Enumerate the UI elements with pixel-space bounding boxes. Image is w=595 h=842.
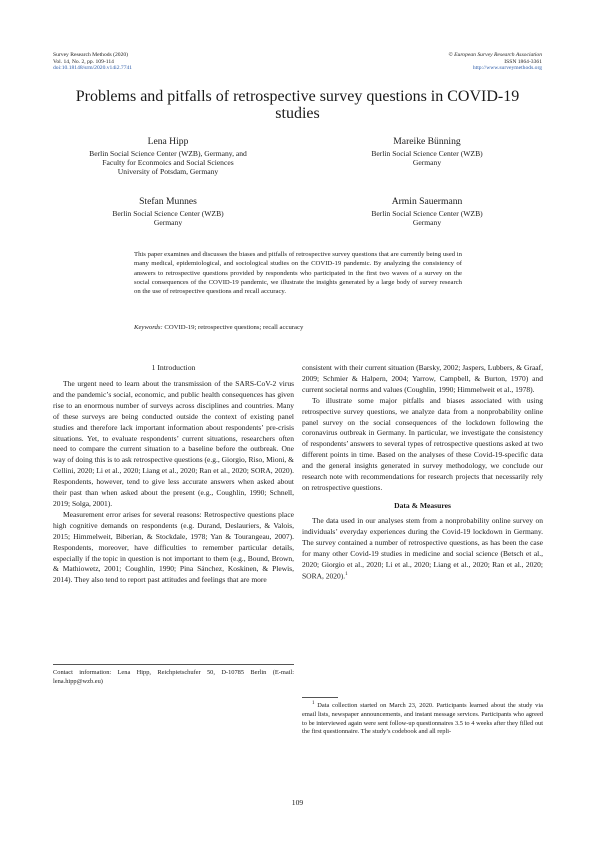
section-heading-data-measures: Data & Measures <box>394 500 451 510</box>
author-block-3 <box>53 196 283 227</box>
journal-header-right <box>322 52 542 72</box>
journal-name: Survey Research Methods (2020) <box>53 52 129 58</box>
page-number: 109 <box>291 798 304 807</box>
author-name: Lena Hipp <box>147 136 189 147</box>
author-affiliation: Faculty for Econmoics and Social Sciences <box>102 158 234 168</box>
footnote-rule <box>302 697 338 698</box>
author-block-4 <box>312 196 542 227</box>
footnote-1 <box>302 700 543 737</box>
contact-information: Contact information: Lena Hipp, Reichpietschufer 50, D-10785 Berlin (E-mail: lena.hipp@wzb.eu) <box>53 669 294 685</box>
author-block-1 <box>53 136 283 177</box>
author-affiliation: Berlin Social Science Center (WZB), Germany, and <box>89 149 247 158</box>
author-name: Stefan Munnes <box>139 196 197 207</box>
abstract: This paper examines and discusses the biases and pitfalls of retrospective survey questions that are currently being used in many medical, epidemiological, and sociological studies on the COVID-19 pandemic. By analyzing the consistency of answers to retrospective questions provided by respondents who participated in the first two waves of a survey on the social consequences of the COVID-19 pandemic, we illustrate the insights generated by a large body of survey research on the use of retrospective questions and recall accuracy. <box>134 251 462 296</box>
contact-rule <box>53 664 294 665</box>
intro-paragraph-4: To illustrate some major pitfalls and biases associated with using retrospective survey questions, we analyze data from a nonprobability online panel survey on the social consequences of the lockdown following the coronavirus outbreak in Germany. In particular, we investigate the consistency of respondents’ answers to several types of retrospective questions asked at two different points in time. Based on the analyses of these Covid-19-specific data and the general insights generated in survey methodology, we conclude our research note with recommendations for research projects that necessarily rely on retrospective questions. <box>302 395 543 492</box>
issn: ISSN 1864-3361 <box>504 58 542 65</box>
intro-paragraph-2: Measurement error arises for several reasons: Retrospective questions place high cognitive demands on respondents (e.g. Durand, Deslauriers, & Valois, 2015; Himmelweit, Biberian, & Stockdale, 1978; Yan & Tourangeau, 2007). Respondents, moreover, have difficulties to remember particular details, especially if the topic in question is not important to them (e.g., Bound, Brown, & Mathiowetz, 2001; Coughlin, 1990; Pina Sánchez, Koskinen, & Plewis, 2014). They also tend to report past attitudes and feelings that are more <box>53 509 294 585</box>
left-column <box>53 363 294 586</box>
author-name: Mareike Bünning <box>393 136 461 147</box>
association: © European Survey Research Association <box>448 52 542 58</box>
author-affiliation: Germany <box>412 218 442 228</box>
intro-paragraph-1: The urgent need to learn about the transmission of the SARS-CoV-2 virus and the pandemic’s social, economic, and public health consequences has given rise to an enormous number of surveys across disciplines and countries. Many of these surveys are being conducted outside the context of existing panel studies and therefore lack important information about respondents’ pre-crisis situations. Yet, to evaluate respondents’ current situations, researchers often need to compare the current situation to a baseline before the outbreak. One way of doing this is to ask retrospective questions (e.g., Giorgio, Riso, Mioni, & Cellini, 2020; Li et al., 2020; Liang et al., 2020; Ran et al., 2020; SORA, 2020). Respondents, however, tend to give less accurate answers when asked about their past than when asked about the present (e.g., Coughlin, 1990; Schnell, 2019; Solga, 2001). <box>53 379 294 508</box>
data-paragraph-text: The data used in our analyses stem from a nonprobability online survey on individuals’ everyday experiences during the Covid-19 lockdown in Germany. The survey contained a number of retrospective questions, as has been the case for many other Covid-19 studies in medicine and social science (Betsch et al., 2020; Giorgio et al., 2020; Li et al., 2020; Liang et al., 2020; Ran et al., 2020; SORA, 2020). <box>302 515 543 581</box>
keywords-label: Keywords: <box>134 324 163 331</box>
data-paragraph-1 <box>302 516 543 583</box>
author-block-2 <box>312 136 542 167</box>
intro-paragraph-3: consistent with their current situation (Barsky, 2002; Jaspers, Lubbers, & Graaf, 2009; Schmier & Halpern, 2004; Yarrow, Campbell, & Burton, 1970) and current societal norms and values (Coughlin, 1990; Himmelweit et al., 1978). <box>302 363 543 394</box>
footnote-marker[interactable]: 1 <box>345 572 348 578</box>
doi-link[interactable]: doi:10.18148/srm/2020.v14i2.7741 <box>53 65 133 72</box>
volume-info: Vol. 14, No. 2, pp. 109-114 <box>53 58 114 65</box>
author-affiliation: Berlin Social Science Center (WZB) <box>371 149 483 158</box>
journal-header-left <box>53 52 253 72</box>
author-name: Armin Sauermann <box>391 196 463 207</box>
paper-title: Problems and pitfalls of retrospective survey questions in COVID-19 studies <box>75 88 520 122</box>
footnote-number: 1 <box>312 701 315 706</box>
footnote-text: Data collection started on March 23, 2020. Participants learned about the study via email lists, newspaper announcements, and instant message services. Participants who agreed to be interviewed again were sent follow-up questionnaires 3.5 to 4 weeks after they filled out the first questionnaire. The study’s codebook and all repli- <box>302 702 543 736</box>
author-affiliation: University of Potsdam, Germany <box>117 167 219 177</box>
author-affiliation: Germany <box>412 158 442 168</box>
journal-url[interactable]: http://www.surveymethods.org <box>472 65 542 72</box>
author-affiliation: Germany <box>153 218 183 228</box>
author-affiliation: Berlin Social Science Center (WZB) <box>112 209 224 218</box>
right-column <box>302 363 543 583</box>
section-heading-introduction: 1 Introduction <box>151 363 196 372</box>
author-affiliation: Berlin Social Science Center (WZB) <box>371 209 483 218</box>
keywords-text: COVID-19; retrospective questions; recall accuracy <box>164 324 304 331</box>
keywords <box>134 323 462 332</box>
